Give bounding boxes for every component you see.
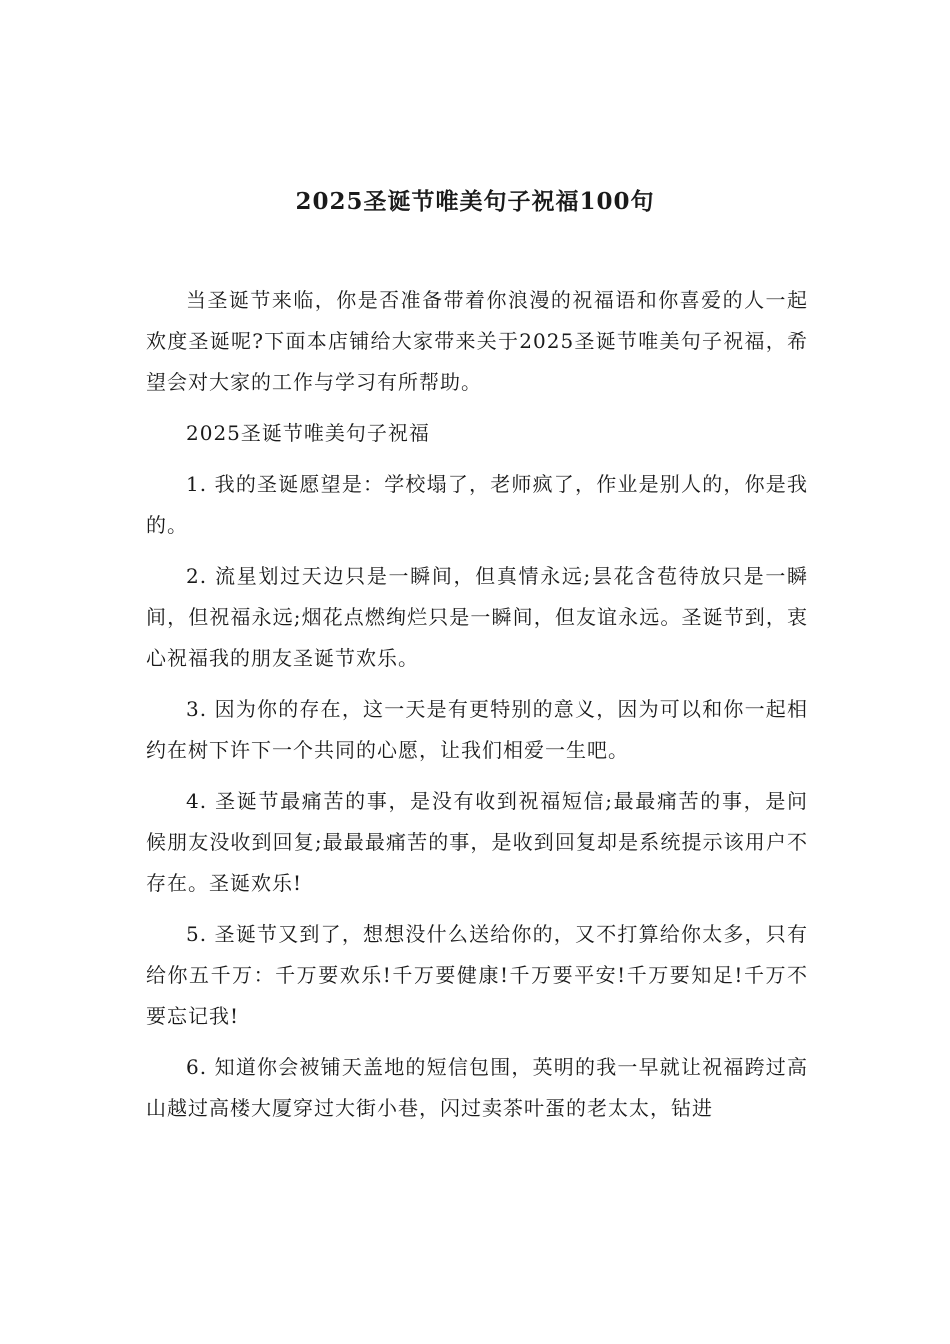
blessing-item-6: 6. 知道你会被铺天盖地的短信包围，英明的我一早就让祝福跨过高山越过高楼大厦穿过大街小巷，闪过卖茶叶蛋的老太太，钻进 [146,1055,808,1120]
document-body [146,280,808,1139]
blessing-item-4: 4. 圣诞节最痛苦的事，是没有收到祝福短信;最最痛苦的事，是问候朋友没收到回复;最最最痛苦的事，是收到回复却是系统提示该用户不存在。圣诞欢乐! [146,789,808,895]
intro-paragraph: 当圣诞节来临，你是否准备带着你浪漫的祝福语和你喜爱的人一起欢度圣诞呢?下面本店铺给大家带来关于2025圣诞节唯美句子祝福，希望会对大家的工作与学习有所帮助。 [146,288,808,394]
document-title: 2025圣诞节唯美句子祝福100句 [295,188,655,215]
blessing-item-5: 5. 圣诞节又到了，想想没什么送给你的，又不打算给你太多，只有给你五千万：千万要欢乐!千万要健康!千万要平安!千万要知足!千万不要忘记我! [146,922,808,1028]
blessing-item-1: 1. 我的圣诞愿望是：学校塌了，老师疯了，作业是别人的，你是我的。 [146,472,808,537]
section-heading: 2025圣诞节唯美句子祝福 [186,421,430,445]
blessing-item-3: 3. 因为你的存在，这一天是有更特别的意义，因为可以和你一起相约在树下许下一个共同的心愿，让我们相爱一生吧。 [146,697,808,762]
blessing-item-2: 2. 流星划过天边只是一瞬间，但真情永远;昙花含苞待放只是一瞬间，但祝福永远;烟花点燃绚烂只是一瞬间，但友谊永远。圣诞节到，衷心祝福我的朋友圣诞节欢乐。 [146,564,808,670]
